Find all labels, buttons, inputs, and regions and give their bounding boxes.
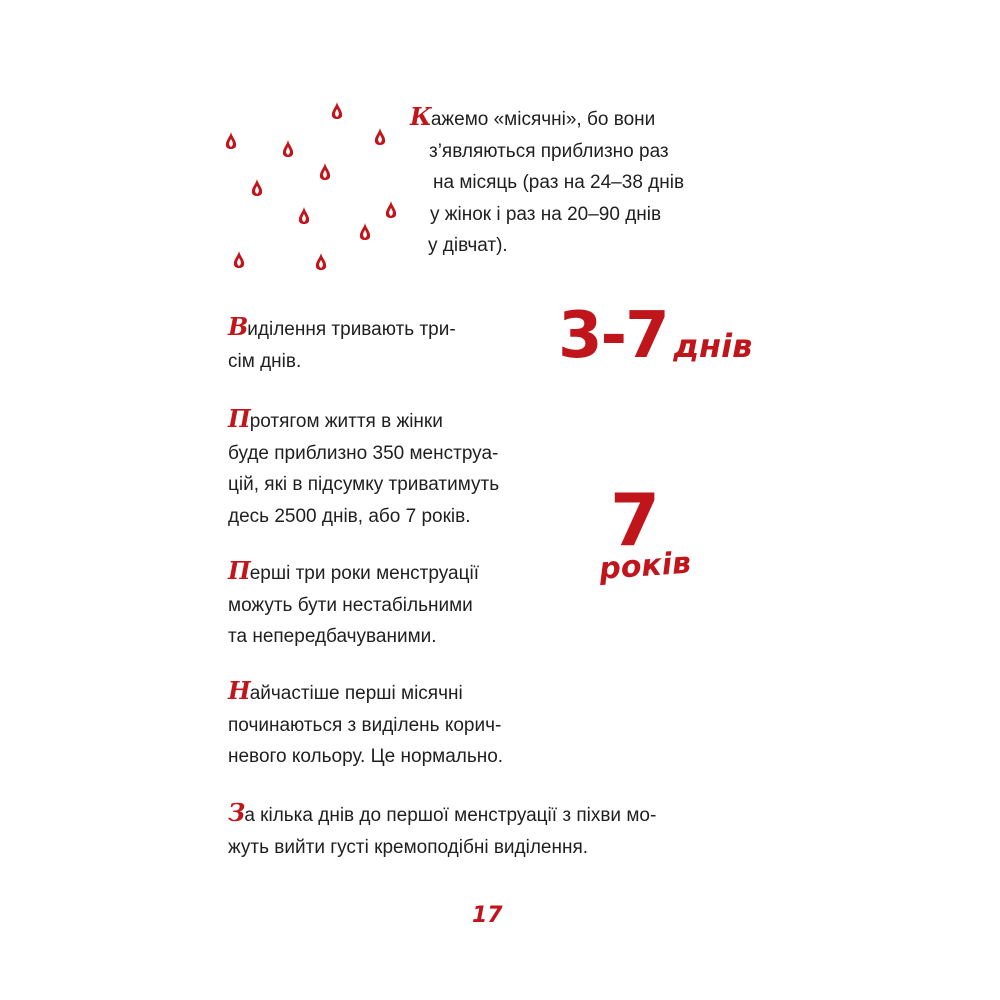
text-line: Виділення тривають три- <box>228 312 456 341</box>
text-line: можуть бути нестабільними <box>228 594 473 616</box>
paragraph-first-years <box>228 558 479 653</box>
text-line: у жінок і раз на 20–90 днів <box>430 203 662 225</box>
text-line: За кілька днів до першої менструації з піхви мо- <box>228 798 657 827</box>
text-line: невого кольору. Це нормально. <box>228 746 504 767</box>
drop-initial: П <box>228 556 250 585</box>
page-number: 17 <box>472 903 503 928</box>
blood-drop-icon <box>318 162 332 182</box>
text-line: та непередбачуваними. <box>228 626 437 647</box>
blood-drop-icon <box>373 127 387 147</box>
drop-initial: З <box>228 798 245 827</box>
text-line: починаються з виділень корич- <box>228 714 502 736</box>
drop-initial: В <box>228 312 248 341</box>
paragraph-brown-discharge <box>228 678 503 773</box>
drop-initial: К <box>410 102 431 131</box>
text-line: Кажемо «місячні», бо вони <box>410 102 656 131</box>
blood-drop-icon <box>358 222 372 242</box>
text-line: Протягом життя в жінки <box>228 404 443 433</box>
drop-initial: П <box>228 404 250 433</box>
blood-drop-icon <box>297 206 311 226</box>
text-line: сім днів. <box>228 350 302 372</box>
blood-drop-icon <box>384 200 398 220</box>
callout-duration-number: 3-7 <box>558 299 668 373</box>
text-line: з’являються приблизно раз <box>429 140 669 162</box>
paragraph-monthly <box>410 104 684 262</box>
text-line: Перші три роки менструації <box>228 556 479 585</box>
text-line: Найчастіше перші місячні <box>228 676 463 705</box>
blood-drop-icon <box>281 139 295 159</box>
callout-years-number: 7 <box>610 478 661 562</box>
blood-drop-icon <box>330 101 344 121</box>
blood-drop-icon <box>314 252 328 272</box>
text-line: десь 2500 днів, або 7 років. <box>228 505 471 527</box>
text-line: цій, які в підсумку триватимуть <box>228 474 500 495</box>
paragraph-before-first <box>228 800 656 863</box>
text-line: жуть вийти густі кремоподібні виділення. <box>228 836 589 858</box>
callout-duration <box>558 296 752 386</box>
paragraph-duration <box>228 314 456 377</box>
blood-drop-icon <box>224 131 238 151</box>
text-line: буде приблизно 350 менструа- <box>228 442 499 464</box>
drop-initial: Н <box>228 676 250 705</box>
paragraph-lifetime <box>228 406 499 532</box>
text-line: у дівчат). <box>428 235 508 256</box>
blood-drop-icon <box>250 178 264 198</box>
callout-years-unit: років <box>598 545 693 587</box>
blood-drop-icon <box>232 250 246 270</box>
text-line: на місяць (раз на 24–38 днів <box>433 172 685 193</box>
callout-duration-unit: днів <box>673 327 753 365</box>
